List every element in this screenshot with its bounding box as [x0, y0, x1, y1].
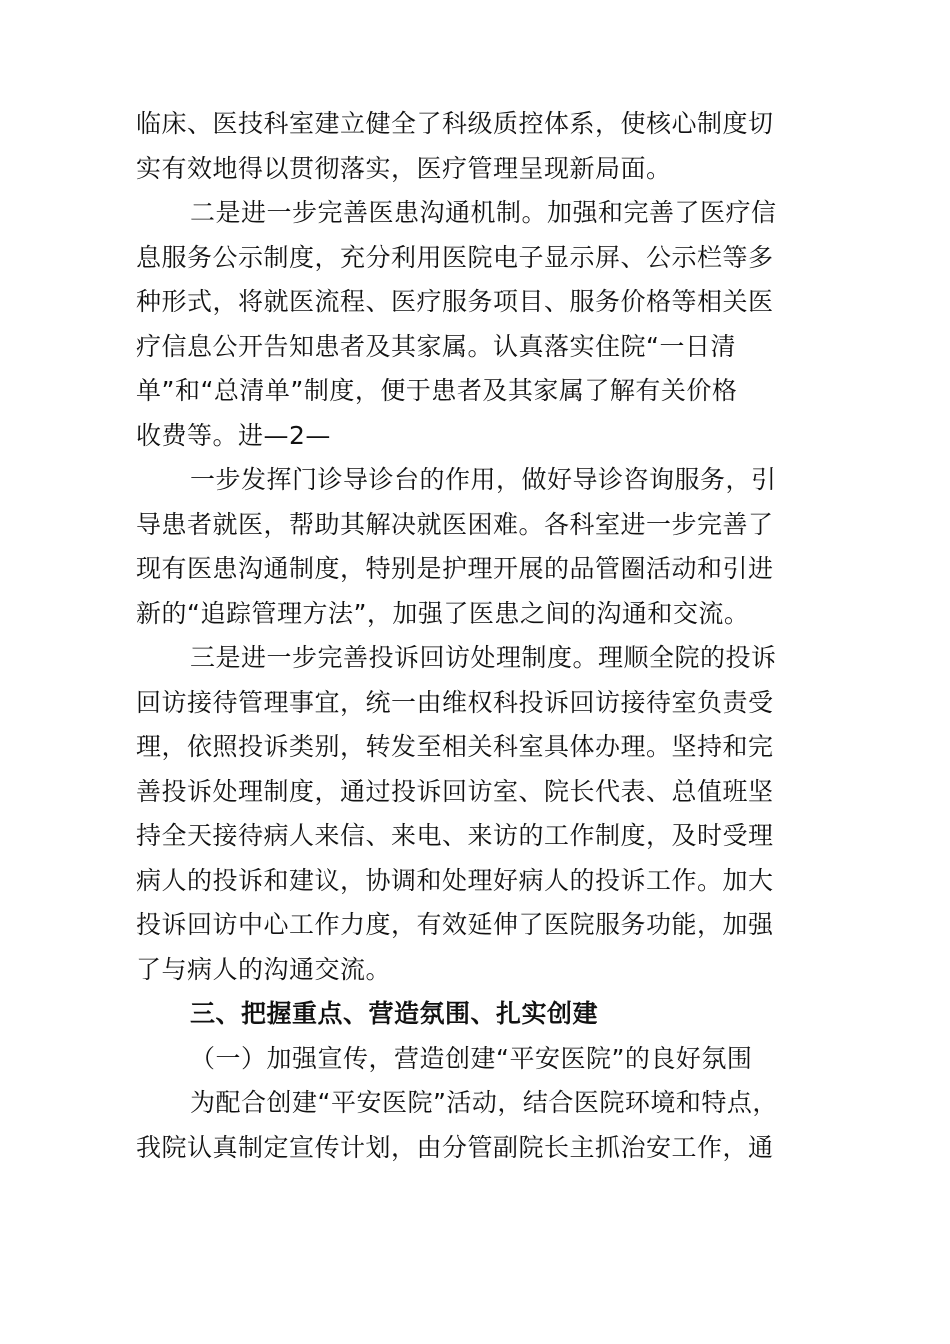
- text-line: 为配合创建“平安医院”活动，结合医院环境和特点，: [190, 1088, 778, 1117]
- text-line: 了与病人的沟通交流。: [136, 954, 392, 984]
- text-line: 种形式，将就医流程、医疗服务项目、服务价格等相关医: [136, 287, 774, 316]
- text-line: （一）加强宣传，营造创建“平安医院”的良好氛围: [190, 1043, 753, 1073]
- section-heading: 三、把握重点、营造氛围、扎实创建: [190, 999, 599, 1028]
- text-line: 善投诉处理制度，通过投诉回访室、院长代表、总值班坚: [136, 776, 774, 806]
- text-line: 病人的投诉和建议，协调和处理好病人的投诉工作。加大: [136, 865, 774, 895]
- text-line: 我院认真制定宣传计划，由分管副院长主抓治安工作，通: [136, 1132, 774, 1162]
- text-line: 疗信息公开告知患者及其家属。认真落实住院“一日清: [136, 331, 736, 361]
- text-line: 二是进一步完善医患沟通机制。加强和完善了医疗信: [190, 198, 777, 227]
- text-line: 临床、医技科室建立健全了科级质控体系，使核心制度切: [136, 109, 774, 138]
- text-line: 新的“追踪管理方法”，加强了医患之间的沟通和交流。: [136, 598, 750, 628]
- text-line: 理，依照投诉类别，转发至相关科室具体办理。坚持和完: [136, 732, 774, 761]
- text-line: 现有医患沟通制度，特别是护理开展的品管圈活动和引进: [136, 554, 774, 583]
- text-line: 三是进一步完善投诉回访处理制度。理顺全院的投诉: [190, 643, 777, 672]
- text-line: 导患者就医，帮助其解决就医困难。各科室进一步完善了: [136, 509, 774, 539]
- document-body: [136, 102, 836, 1170]
- text-line: 回访接待管理事宜，统一由维权科投诉回访接待室负责受: [136, 687, 774, 717]
- text-line: 单”和“总清单”制度，便于患者及其家属了解有关价格: [136, 376, 738, 405]
- text-line: 息服务公示制度，充分利用医院电子显示屏、公示栏等多: [136, 242, 774, 272]
- text-line: 实有效地得以贯彻落实，医疗管理呈现新局面。: [136, 153, 672, 183]
- text-line: 收费等。进—2—: [136, 420, 331, 450]
- text-line: 持全天接待病人来信、来电、来访的工作制度，及时受理: [136, 821, 774, 850]
- text-line: 投诉回访中心工作力度，有效延伸了医院服务功能，加强: [136, 910, 774, 939]
- text-line: 一步发挥门诊导诊台的作用，做好导诊咨询服务，引: [190, 465, 777, 494]
